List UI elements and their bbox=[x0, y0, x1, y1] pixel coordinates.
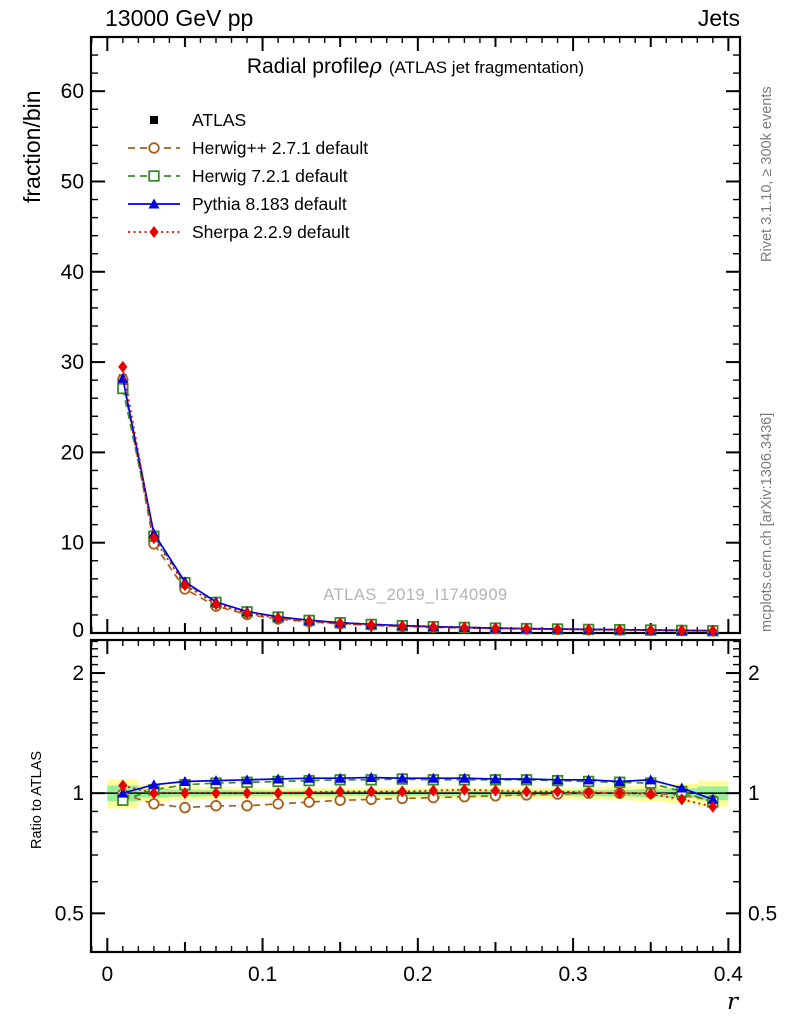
plot-title-suffix: (ATLAS jet fragmentation) bbox=[388, 58, 585, 77]
svg-text:40: 40 bbox=[60, 260, 84, 284]
legend-item-pythia bbox=[126, 190, 368, 218]
legend-label-sherpa: Sherpa 2.2.9 default bbox=[192, 221, 350, 242]
legend-item-herwig7 bbox=[126, 162, 368, 190]
legend-label-herwigpp: Herwig++ 2.7.1 default bbox=[192, 137, 369, 158]
svg-text:0.2: 0.2 bbox=[403, 963, 433, 986]
mcplots-arxiv-caption: mcplots.cern.ch [arXiv:1306.3436] bbox=[759, 412, 775, 632]
ratio-y-axis-title: Ratio to ATLAS bbox=[29, 750, 45, 849]
svg-text:1: 1 bbox=[72, 782, 84, 806]
svg-text:0.3: 0.3 bbox=[558, 963, 588, 986]
svg-text:0: 0 bbox=[101, 963, 114, 986]
svg-text:30: 30 bbox=[60, 351, 84, 375]
herwigpp-circle-marker-icon bbox=[126, 139, 182, 157]
sherpa-diamond-marker-icon bbox=[126, 223, 182, 241]
herwig7-square-marker-icon bbox=[126, 167, 182, 185]
main-y-axis-title: fraction/bin bbox=[19, 90, 45, 203]
legend-item-atlas bbox=[126, 106, 368, 134]
svg-text:0: 0 bbox=[72, 619, 84, 642]
legend-label-pythia: Pythia 8.183 default bbox=[192, 193, 347, 214]
atlas-square-marker-icon bbox=[126, 111, 182, 129]
svg-text:60: 60 bbox=[60, 80, 84, 104]
svg-text:0.4: 0.4 bbox=[713, 963, 744, 986]
legend bbox=[126, 106, 368, 246]
analysis-id-watermark: ATLAS_2019_I1740909 bbox=[323, 586, 508, 604]
svg-text:50: 50 bbox=[60, 170, 84, 194]
legend-label-herwig7: Herwig 7.2.1 default bbox=[192, 165, 348, 186]
plot-title bbox=[91, 54, 740, 79]
svg-text:0.5: 0.5 bbox=[748, 902, 778, 926]
svg-text:10: 10 bbox=[60, 531, 84, 555]
legend-label-atlas: ATLAS bbox=[192, 109, 247, 130]
x-axis-title: r bbox=[727, 989, 738, 1015]
svg-text:20: 20 bbox=[60, 441, 84, 465]
pythia-triangle-marker-icon bbox=[126, 195, 182, 213]
legend-item-herwigpp bbox=[126, 134, 368, 162]
plot-title-rho-symbol: ρ bbox=[369, 54, 382, 78]
svg-text:2: 2 bbox=[748, 662, 760, 685]
svg-text:0.1: 0.1 bbox=[247, 963, 278, 986]
svg-text:0.5: 0.5 bbox=[54, 902, 84, 926]
svg-text:2: 2 bbox=[72, 662, 84, 685]
legend-item-sherpa bbox=[126, 218, 368, 246]
header-beam-energy: 13000 GeV pp bbox=[105, 5, 254, 31]
header-process: Jets bbox=[697, 5, 740, 31]
plot-title-main: Radial profile bbox=[246, 55, 370, 78]
rivet-version-caption: Rivet 3.1.10, ≥ 300k events bbox=[759, 86, 775, 262]
svg-text:1: 1 bbox=[748, 782, 760, 806]
